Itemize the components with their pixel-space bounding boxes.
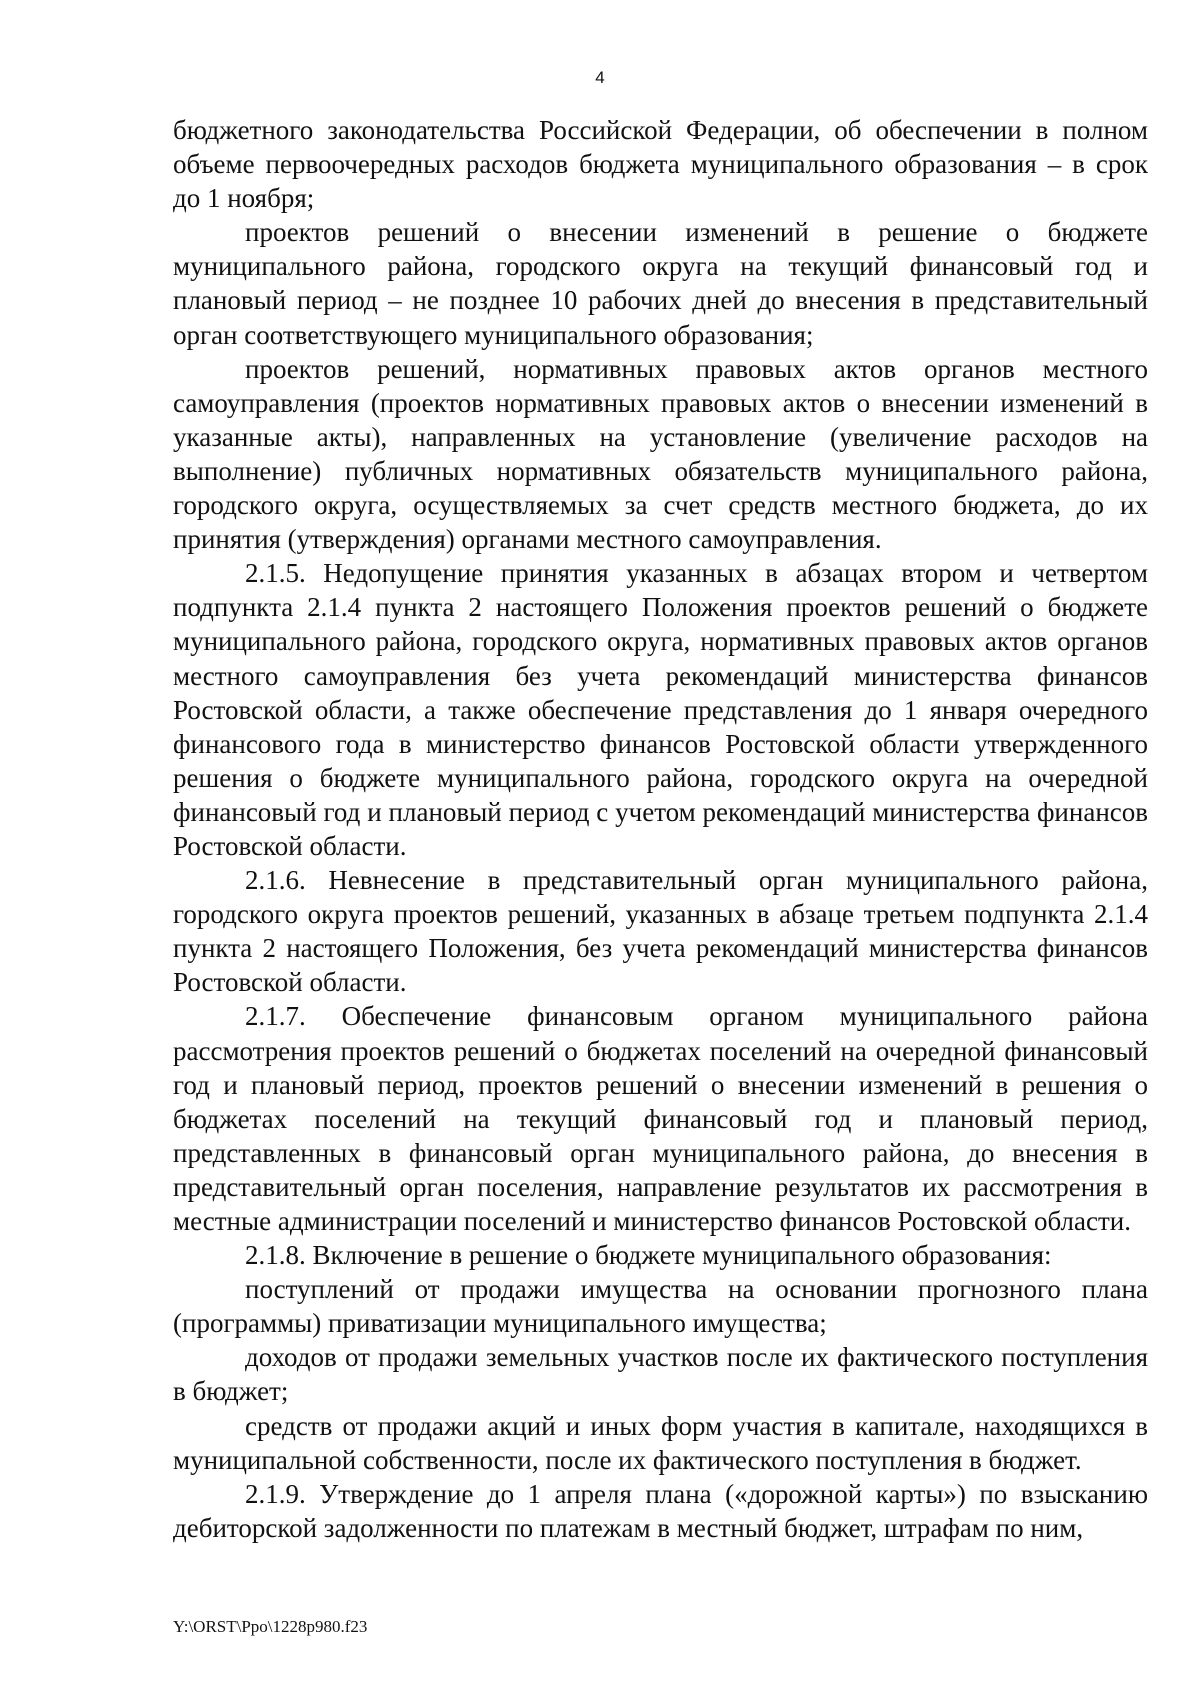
paragraph-5: 2.1.6. Невнесение в представительный орган муниципального района, городского округа проектов решений, указанных в абзаце третьем подпункта 2.1.4 пункта 2 настоящего Положения, без учета рекомендаций министерства финансов Ростовской области.: [173, 865, 1148, 998]
paragraph-7: 2.1.8. Включение в решение о бюджете муниципального образования:: [245, 1240, 1052, 1271]
paragraph-11: 2.1.9. Утверждение до 1 апреля плана («дорожной карты») по взысканию дебиторской задолженности по платежам в местный бюджет, штрафам по ним,: [173, 1478, 1148, 1543]
paragraph-10: средств от продажи акций и иных форм участия в капитале, находящихся в муниципальной собственности, после их фактического поступления в бюджет.: [173, 1410, 1148, 1475]
paragraph-3: проектов решений, нормативных правовых актов органов местного самоуправления (проектов нормативных правовых актов о внесении изменений в указанные акты), направленных на установление (увеличение расходов на выполнение) публичных нормативных обязательств муниципального района, городского округа, осуществляемых за счет средств местного бюджета, до их принятия (утверждения) органами местного самоуправления.: [173, 353, 1148, 555]
paragraph-9: доходов от продажи земельных участков после их фактического поступления в бюджет;: [173, 1342, 1148, 1407]
document-body: [173, 113, 1148, 1545]
page-number: 4: [595, 68, 605, 87]
paragraph-2: проектов решений о внесении изменений в решение о бюджете муниципального района, городского округа на текущий финансовый год и плановый период – не позднее 10 рабочих дней до внесения в представительный орган соответствующего муниципального образования;: [173, 217, 1148, 350]
file-path-footer: Y:\ORST\Ppo\1228p980.f23: [173, 1617, 368, 1636]
paragraph-6: 2.1.7. Обеспечение финансовым органом муниципального района рассмотрения проектов решений о бюджетах поселений на очередной финансовый год и плановый период, проектов решений о внесении изменений в решения о бюджетах поселений на текущий финансовый год и плановый период, представленных в финансовый орган муниципального района, до внесения в представительный орган поселения, направление результатов их рассмотрения в местные администрации поселений и министерство финансов Ростовской области.: [173, 1001, 1148, 1236]
paragraph-1: бюджетного законодательства Российской Федерации, об обеспечении в полном объеме первоочередных расходов бюджета муниципального образования – в срок до 1 ноября;: [173, 115, 1148, 214]
paragraph-4: 2.1.5. Недопущение принятия указанных в абзацах втором и четвертом подпункта 2.1.4 пункта 2 настоящего Положения проектов решений о бюджете муниципального района, городского округа, нормативных правовых актов органов местного самоуправления без учета рекомендаций министерства финансов Ростовской области, а также обеспечение представления до 1 января очередного финансового года в министерство финансов Ростовской области утвержденного решения о бюджете муниципального района, городского округа на очередной финансовый год и плановый период с учетом рекомендаций министерства финансов Ростовской области.: [173, 558, 1148, 861]
paragraph-8: поступлений от продажи имущества на основании прогнозного плана (программы) приватизации муниципального имущества;: [173, 1274, 1148, 1339]
